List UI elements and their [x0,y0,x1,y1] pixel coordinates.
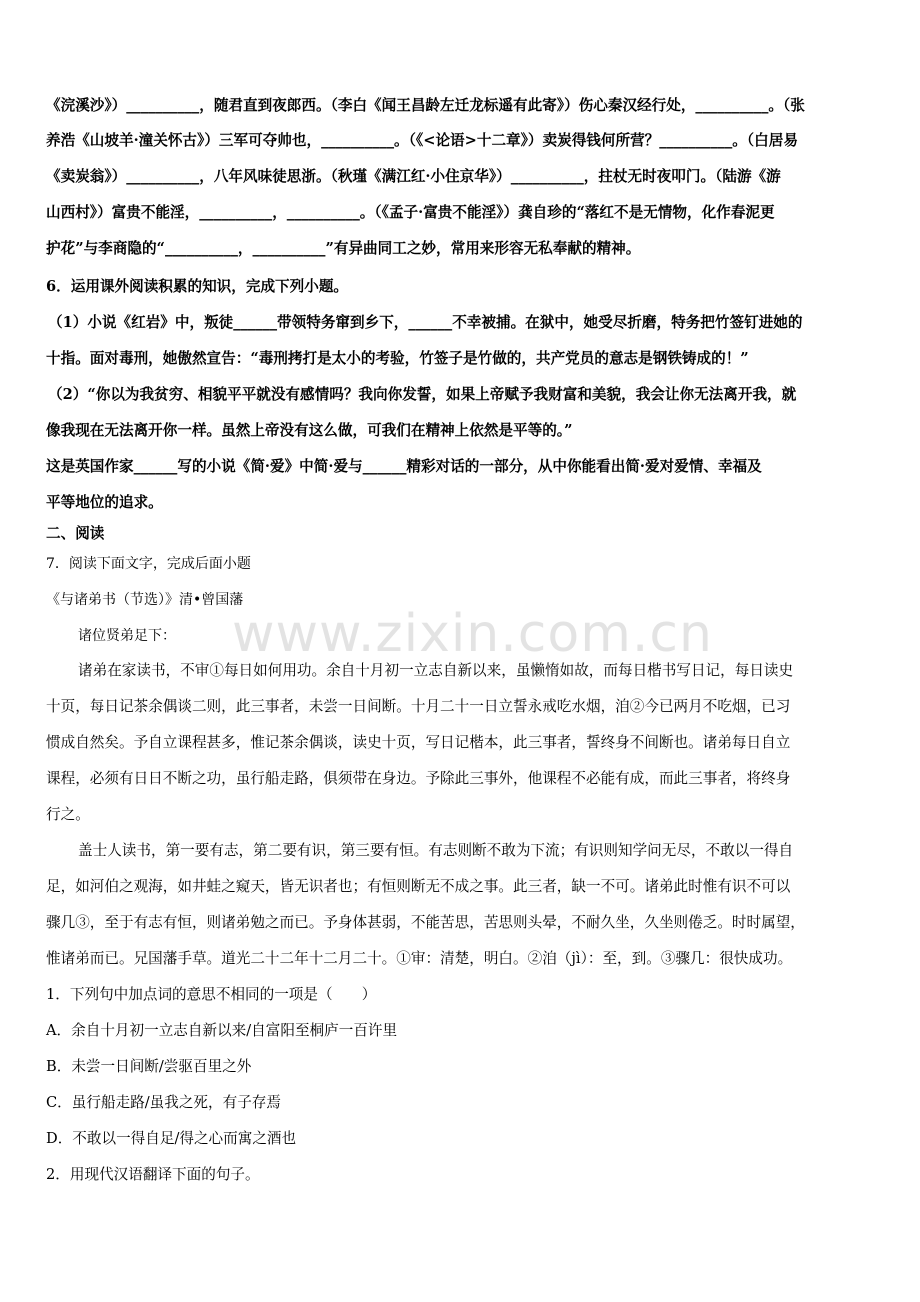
subquestion-2: 2．用现代汉语翻译下面的句子。 [46,1166,260,1183]
passage-p2-line-4: 惟诸弟而已。兄国藩手草。道光二十二年十二月二十。①审：清楚，明白。②洎（jì）：至，到。③骤几：很快成功。 [46,950,793,967]
fill-blank-line-1: 《浣溪沙》）__________，随君直到夜郎西。（李白《闻王昌龄左迁龙标遥有此寄》）伤心秦汉经行处，__________。（张 [46,97,805,114]
passage-p2-line-2: 足，如河伯之观海，如井蛙之窥天，皆无识者也；有恒则断无不成之事。此三者，缺一不可。诸弟此时惟有识不可以 [46,878,791,895]
question-6-heading: 6．运用课外阅读积累的知识，完成下列小题。 [46,278,349,295]
watermark: www.zixin.com.cn [232,604,713,664]
question-6-part-1-line-1: （1）小说《红岩》中，叛徒______带领特务窜到乡下，______不幸被捕。在狱中，她受尽折磨，特务把竹签钉进她的 [48,314,803,331]
question-6-part-2-line-4: 平等地位的追求。 [46,494,163,511]
passage-p1-line-2: 十页，每日记茶余偶谈二则，此三事者，未尝一日间断。十月二十一日立誓永戒吃水烟，洎②今已两月不吃烟，已习 [46,698,791,715]
option-b: B．未尝一日间断/尝驱百里之外 [46,1058,252,1075]
question-7-heading: 7．阅读下面文字，完成后面小题 [46,556,251,572]
passage-p1-line-1: 诸弟在家读书，不审①每日如何用功。余自十月初一立志自新以来，虽懒惰如故，而每日楷书写日记，每日读史 [78,662,794,679]
passage-title: 《与诸弟书（节选）》清•曾国藩 [46,592,244,608]
question-6-part-2-line-2: 像我现在无法离开你一样。虽然上帝没有这么做，可我们在精神上依然是平等的。” [46,422,573,439]
passage-salutation: 诸位贤弟足下： [78,628,176,644]
fill-blank-line-4: 山西村》）富贵不能淫，__________，__________。（《孟子·富贵不能淫》）龚自珍的“落红不是无情物，化作春泥更 [46,204,775,221]
passage-p1-line-5: 行之。 [46,806,90,823]
fill-blank-line-3: 《卖炭翁》）__________，八年风味徒思浙。（秋瑾《满江红·小住京华》）__________，拄杖无时夜叩门。（陆游《游 [46,168,781,185]
subquestion-1: 1．下列句中加点词的意思不相同的一项是（ ） [46,986,377,1003]
section-heading-reading: 二、阅读 [46,525,105,542]
passage-p1-line-3: 惯成自然矣。予自立课程甚多，惟记茶余偶谈，读史十页，写日记楷本，此三事者，誓终身不间断也。诸弟每日自立 [46,734,791,751]
option-c: C．虽行船走路/虽我之死，有子存焉 [46,1094,281,1111]
passage-p2-line-3: 骤几③，至于有志有恒，则诸弟勉之而已。予身体甚弱，不能苦思，苦思则头晕，不耐久坐，久坐则倦乏。时时属望， [46,914,805,931]
question-6-part-2-line-1: （2）“你以为我贫穷、相貌平平就没有感情吗？我向你发誓，如果上帝赋予我财富和美貌，我会让你无法离开我，就 [48,386,797,403]
passage-p2-line-1: 盖士人读书，第一要有志，第二要有识，第三要有恒。有志则断不敢为下流；有识则知学问无尽，不敢以一得自 [78,842,794,859]
option-a: A．余自十月初一立志自新以来/自富阳至桐庐一百许里 [46,1022,398,1039]
option-d: D．不敢以一得自足/得之心而寓之酒也 [46,1130,297,1147]
question-6-part-1-line-2: 十指。面对毒刑，她傲然宣告：“毒刑拷打是太小的考验，竹签子是竹做的，共产党员的意志是钢铁铸成的！” [46,350,749,367]
fill-blank-line-2: 养浩《山坡羊·潼关怀古》）三军可夺帅也，__________。（《<论语>十二章》）卖炭得钱何所营？__________。（白居易 [46,132,798,149]
fill-blank-line-5: 护花”与李商隐的“__________，__________”有异曲同工之妙，常用来形容无私奉献的精神。 [46,240,641,257]
passage-p1-line-4: 课程，必须有日日不断之功，虽行船走路，俱须带在身边。予除此三事外，他课程不必能有成，而此三事者，将终身 [46,770,791,787]
question-6-part-2-line-3: 这是英国作家______写的小说《简·爱》中简·爱与______精彩对话的一部分，从中你能看出简·爱对爱情、幸福及 [46,458,762,475]
